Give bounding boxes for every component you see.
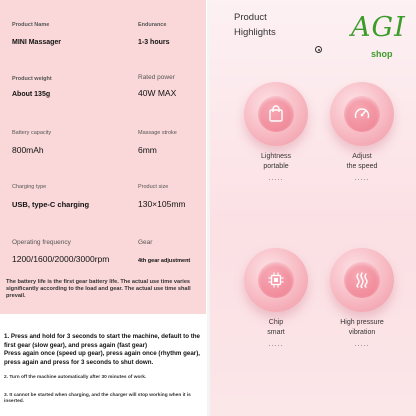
shop-logo: AGI [351,12,406,43]
bag-icon [258,96,294,132]
feature-label-line2: the speed [346,163,378,170]
feature-label-line1: Adjust [352,153,372,160]
highlights-title [234,10,276,40]
spec-label: Endurance [138,22,167,28]
feature-disc [330,82,394,146]
instruction-step3: 3. It cannot be started when charging, and the charger will stop working when it is inserted. [4,393,191,405]
instruction-step1: 1. Press and hold for 3 seconds to start the machine, default to the first gear (slow gear), and press again (fast gear) [4,333,200,349]
spec-label: Battery capacity [12,130,52,136]
feature-label [322,318,402,338]
spec-value: 1-3 hours [138,39,170,46]
feature-chip [236,248,316,348]
spec-label: Gear [138,239,153,246]
feature-dots: ..... [268,175,284,182]
spec-value: 1200/1600/2000/3000rpm [12,254,110,264]
spec-operating-frequency [12,239,109,264]
speedometer-icon [344,96,380,132]
feature-disc [244,82,308,146]
highlights-title-line1: Product [234,12,267,23]
chip-icon [258,262,294,298]
feature-label-line2: smart [267,329,285,336]
instructions [4,333,204,405]
spec-value: 6mm [138,145,157,155]
vibration-icon [344,262,380,298]
feature-vibration [322,248,402,348]
feature-dots: ..... [354,175,370,182]
spec-label: Product weight [12,76,52,82]
spec-label: Massage stroke [138,130,177,136]
spec-value: About 135g [12,91,51,98]
specifications-panel [0,0,206,314]
spec-label: Rated power [138,74,175,81]
feature-label [236,152,316,172]
spec-value: 4th gear adjustment [138,258,191,264]
shop-logo-sub: shop [371,49,393,59]
feature-label [236,318,316,338]
feature-dots: ..... [354,341,370,348]
spec-label: Operating frequency [12,239,71,246]
spec-label: Product Name [12,22,50,28]
battery-note: The battery life is the first gear battery life. The actual use time varies significantly according to the load and gear. The actual use time shall prevail. [6,279,191,299]
highlights-panel [210,0,416,416]
feature-dots: ..... [268,341,284,348]
spec-charging-type [12,184,89,209]
spec-massage-stroke [138,130,177,155]
spec-rated-power [138,74,176,98]
feature-speed [322,82,402,182]
spec-value: 40W MAX [138,88,177,98]
spec-value: 130×105mm [138,199,186,209]
instruction-step1b: Press again once (speed up gear), press again once (rhythm gear), press again and press for 3 seconds to shut down. [4,350,200,366]
spec-product-name [12,22,61,47]
instruction-step2: 2. Turn off the machine automatically after 30 minutes of work. [4,375,147,381]
target-icon [315,46,322,53]
feature-disc [330,248,394,312]
spec-label: Product size [138,184,169,190]
highlights-title-line2: Highlights [234,27,276,38]
spec-value: USB, type-C charging [12,200,90,209]
feature-label-line2: vibration [348,329,376,336]
spec-product-weight [12,76,52,99]
feature-label-line1: Chip [268,319,284,326]
feature-disc [244,248,308,312]
feature-label-line1: High pressure [340,319,384,326]
spec-battery-capacity [12,130,51,155]
spec-product-size [138,184,186,209]
spec-value: 800mAh [12,145,44,155]
spec-endurance [138,22,170,47]
spec-value: MINI Massager [12,39,62,46]
feature-lightness [236,82,316,182]
spec-label: Charging type [12,184,47,190]
feature-label [322,152,402,172]
feature-label-line1: Lightness [261,153,291,160]
spec-gear [138,239,190,266]
feature-label-line2: portable [263,163,289,170]
